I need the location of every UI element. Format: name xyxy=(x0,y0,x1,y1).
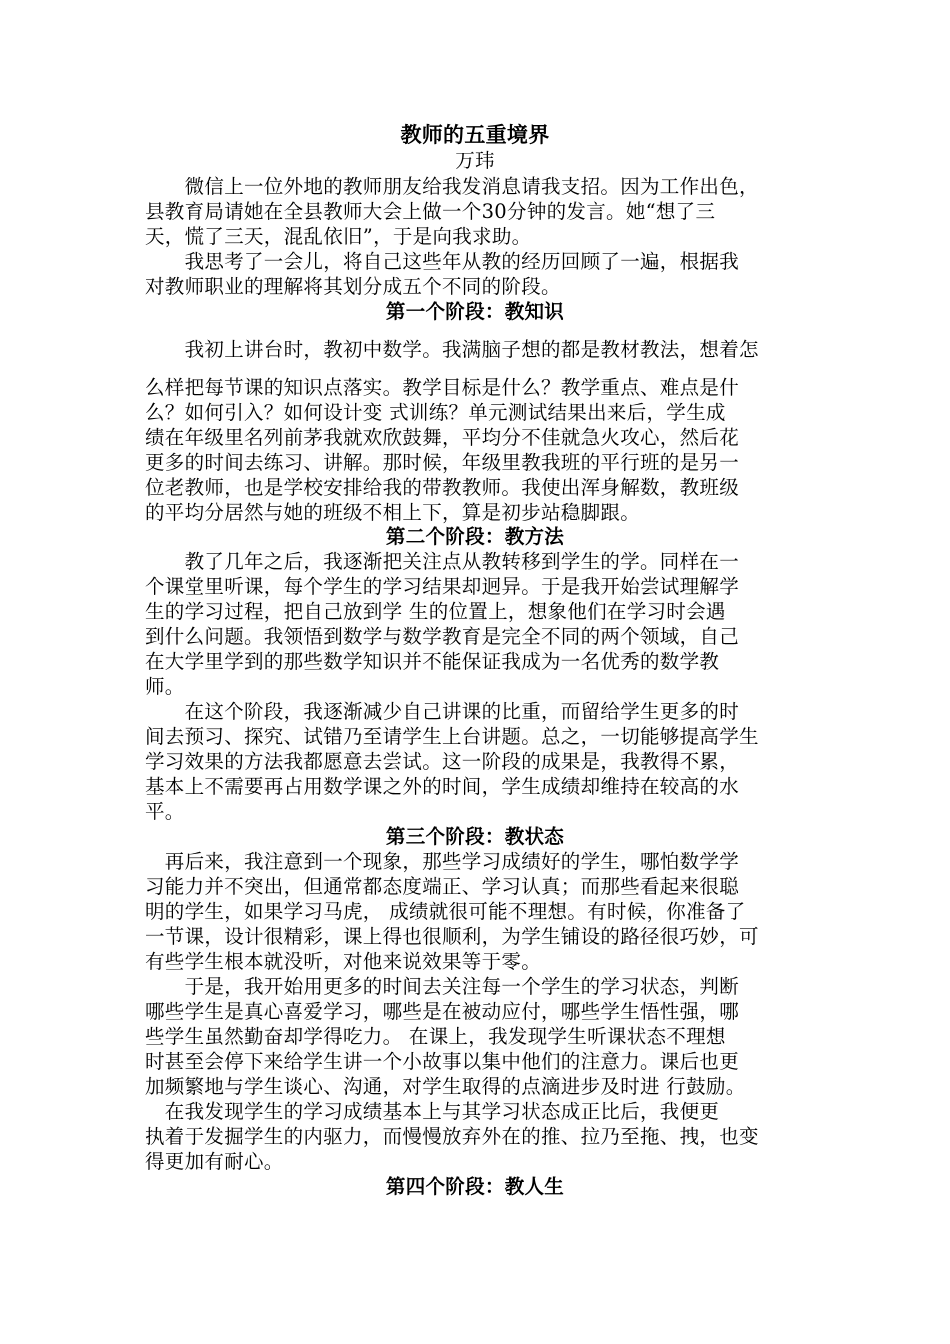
s3c-line1: 在我发现学生的学习成绩基本上与其学习状态成正比后，我便更 xyxy=(145,1100,720,1123)
s2a-line5: 在大学里学到的那些数学知识并不能保证我成为一名优秀的数学教 xyxy=(145,650,720,673)
doc-title: 教师的五重境界 xyxy=(400,122,550,147)
section-heading-4: 第四个阶段：教人生 xyxy=(385,1175,565,1198)
s3c-line3: 得更加有耐心。 xyxy=(145,1150,284,1173)
s1-line5: 更多的时间去练习、讲解。那时候，年级里教我班的平行班的是另一 xyxy=(145,451,740,474)
s2a-line2: 个课堂里听课，每个学生的学习结果却迥异。于是我开始尝试理解学 xyxy=(145,575,740,598)
s3a-line5: 有些学生根本就没听，对他来说效果等于零。 xyxy=(145,950,542,973)
s3b-line5: 加频繁地与学生谈心、沟通，对学生取得的点滴进步及时进 行鼓励。 xyxy=(145,1075,746,1098)
s3b-line1: 于是，我开始用更多的时间去关注每一个学生的学习状态，判断 xyxy=(145,975,740,998)
s3c-line2: 执着于发掘学生的内驱力，而慢慢放弃外在的推、拉乃至拖、拽，也变 xyxy=(145,1125,759,1148)
section-heading-2: 第二个阶段：教方法 xyxy=(385,525,565,548)
s3b-line2: 哪些学生是真心喜爱学习，哪些是在被动应付，哪些学生悟性强，哪 xyxy=(145,1000,740,1023)
s2b-line3: 学习效果的方法我都愿意去尝试。这一阶段的成果是，我教得不累， xyxy=(145,750,740,773)
s3a-line3: 明的学生，如果学习马虎， 成绩就很可能不理想。有时候，你准备了 xyxy=(145,900,746,923)
intro2-line1: 我思考了一会儿，将自己这些年从教的经历回顾了一遍，根据我 xyxy=(145,250,740,273)
s3a-line4: 一节课，设计很精彩，课上得也很顺利，为学生铺设的路径很巧妙，可 xyxy=(145,925,759,948)
s3a-line2: 习能力并不突出，但通常都态度端正、学习认真；而那些看起来很聪 xyxy=(145,875,740,898)
s2b-line5: 平。 xyxy=(145,800,185,823)
s3b-line4: 时甚至会停下来给学生讲一个小故事以集中他们的注意力。课后也更 xyxy=(145,1050,740,1073)
s2a-line3: 生的学习过程，把自己放到学 生的位置上，想象他们在学习时会遇 xyxy=(145,600,726,623)
s1-line3: 么？如何引入？如何设计变 式训练？单元测试结果出来后，学生成 xyxy=(145,401,726,424)
s2a-line1: 教了几年之后，我逐渐把关注点从教转移到学生的学。同样在一 xyxy=(145,550,740,573)
s1-line1: 我初上讲台时，教初中数学。我满脑子想的都是教材教法，想着怎 xyxy=(145,338,759,361)
intro1-line3: 天，慌了三天，混乱依旧”，于是向我求助。 xyxy=(145,225,532,248)
s2b-line4: 基本上不需要再占用数学课之外的时间，学生成绩却维持在较高的水 xyxy=(145,775,740,798)
doc-author: 万玮 xyxy=(455,149,495,172)
s2b-line2: 间去预习、探究、试错乃至请学生上台讲题。总之，一切能够提高学生 xyxy=(145,725,759,748)
s1-line6: 位老教师，也是学校安排给我的带教教师。我使出浑身解数，教班级 xyxy=(145,476,740,499)
section-heading-3: 第三个阶段：教状态 xyxy=(385,825,565,848)
intro1-line2: 县教育局请她在全县教师大会上做一个30分钟的发言。她“想了三 xyxy=(145,200,716,223)
s2a-line6: 师。 xyxy=(145,675,185,698)
s2b-line1: 在这个阶段，我逐渐减少自己讲课的比重，而留给学生更多的时 xyxy=(145,700,740,723)
intro2-line2: 对教师职业的理解将其划分成五个不同的阶段。 xyxy=(145,275,561,298)
s1-line4: 绩在年级里名列前茅我就欢欣鼓舞，平均分不佳就急火攻心，然后花 xyxy=(145,426,740,449)
s2a-line4: 到什么问题。我领悟到数学与数学教育是完全不同的两个领域，自己 xyxy=(145,625,740,648)
intro1-line1: 微信上一位外地的教师朋友给我发消息请我支招。因为工作出色， xyxy=(145,175,759,198)
s3a-line1: 再后来，我注意到一个现象，那些学习成绩好的学生，哪怕数学学 xyxy=(145,850,740,873)
s1-line2: 么样把每节课的知识点落实。教学目标是什么？教学重点、难点是什 xyxy=(145,376,740,399)
section-heading-1: 第一个阶段：教知识 xyxy=(385,300,565,323)
s1-line7: 的平均分居然与她的班级不相上下，算是初步站稳脚跟。 xyxy=(145,501,641,524)
s3b-line3: 些学生虽然勤奋却学得吃力。 在课上，我发现学生听课状态不理想 xyxy=(145,1025,726,1048)
